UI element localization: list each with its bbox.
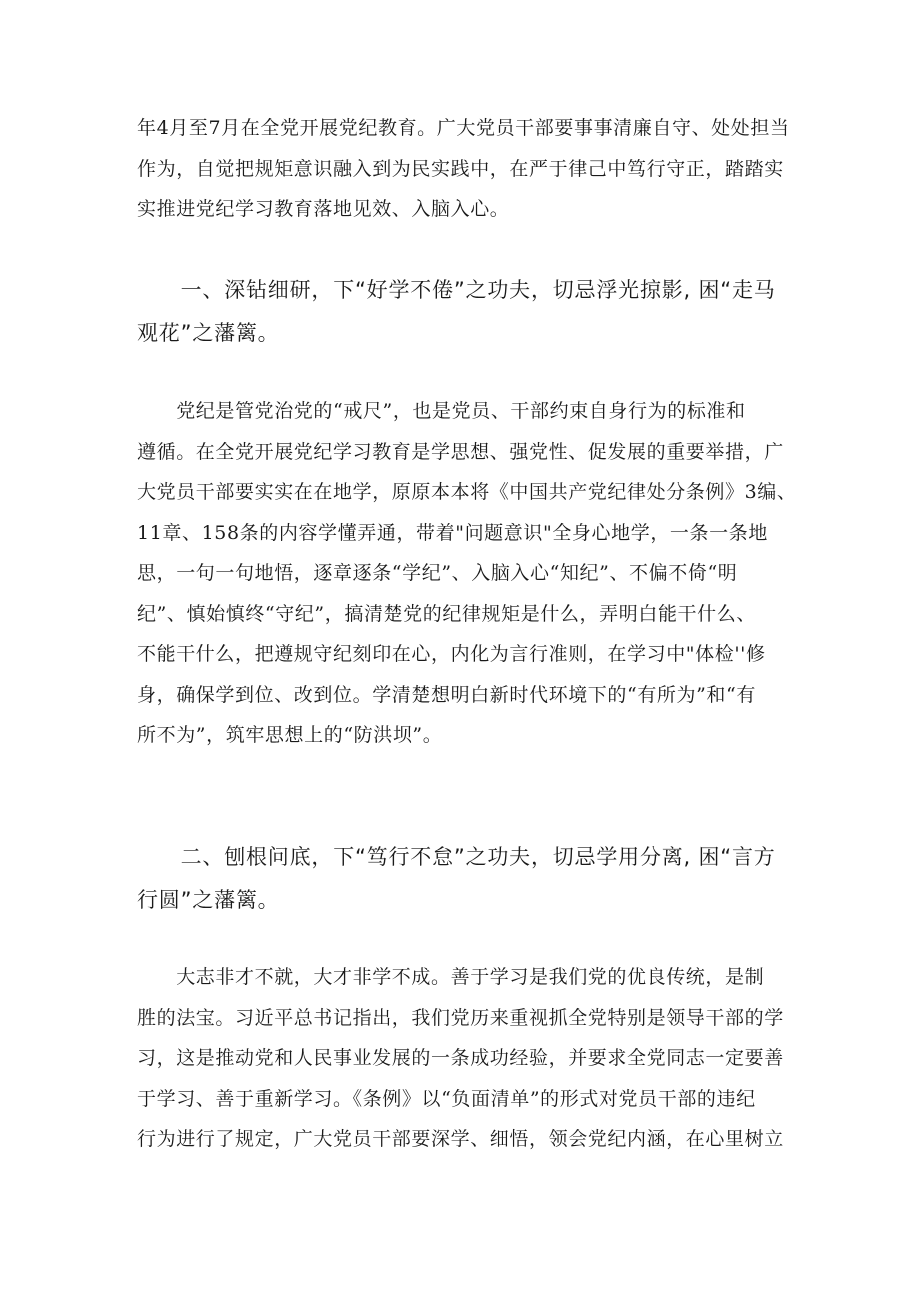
text-line: 11章、158条的内容学懂弄通，带着"问题意识"全身心地学，一条一条地 [137,521,768,544]
heading-line: 一、深钻细研，下“好学不倦”之功夫，切忌浮光掠影, 困“走马 [137,278,776,302]
text-line: 大志非才不就，大才非学不成。善于学习是我们党的优良传统，是制 [137,966,765,988]
text-line: 党纪是管党治党的“戒尺”，也是党员、干部约束自身行为的标准和 [137,400,746,422]
section-heading-2 [137,836,797,922]
text-line: 遵循。在全党开展党纪学习教育是学思想、强党性、促发展的重要举措，广 [137,440,784,463]
text-line: 行为进行了规定，广大党员干部要深学、细悟，领会党纪内涵，在心里树立 [137,1128,784,1150]
body-paragraph-1 [137,108,797,230]
text-line: 纪”、慎始慎终“守纪”，搞清楚党的纪律规矩是什么，弄明白能干什么、 [137,602,756,625]
body-paragraph-3 [137,957,797,1160]
text-line: 身，确保学到位、改到位。学清楚想明白新时代环境下的“有所为”和“有 [137,683,756,706]
heading-line: 二、刨根问底，下“笃行不怠”之功夫，切忌学用分离, 困“言方 [137,845,776,869]
heading-line: 行圆”之藩篱。 [137,888,280,912]
text-line: 作为，自觉把规矩意识融入到为民实践中，在严于律己中笃行守正，踏踏实 [137,157,784,180]
text-line: 思，一句一句地悟，逐章逐条“学纪”、入脑入心“知纪”、不偏不倚“明 [137,562,738,584]
section-heading-1 [137,269,797,355]
text-line: 实推进党纪学习教育落地见效、入脑入心。 [137,198,510,220]
text-line: 所不为”，筑牢思想上的“防洪坝”。 [137,724,443,746]
text-line: 于学习、善于重新学习。《条例》以“负面清单”的形式对党员干部的违纪 [137,1087,756,1110]
text-line: 大党员干部要实实在在地学，原原本本将《中国共产党纪律处分条例》3编、 [137,481,797,503]
body-paragraph-2 [137,391,797,756]
text-line: 习，这是推动党和人民事业发展的一条成功经验，并要求全党同志一定要善 [137,1047,784,1069]
text-line: 不能干什么，把遵规守纪刻印在心，内化为言行准则，在学习中"体检''修 [137,643,766,665]
text-line: 年4月至7月在全党开展党纪教育。广大党员干部要事事清廉自守、处处担当 [137,117,790,139]
text-line: 胜的法宝。习近平总书记指出，我们党历来重视抓全党特别是领导干部的学 [137,1006,784,1029]
heading-line: 观花”之藩篱。 [137,321,280,345]
